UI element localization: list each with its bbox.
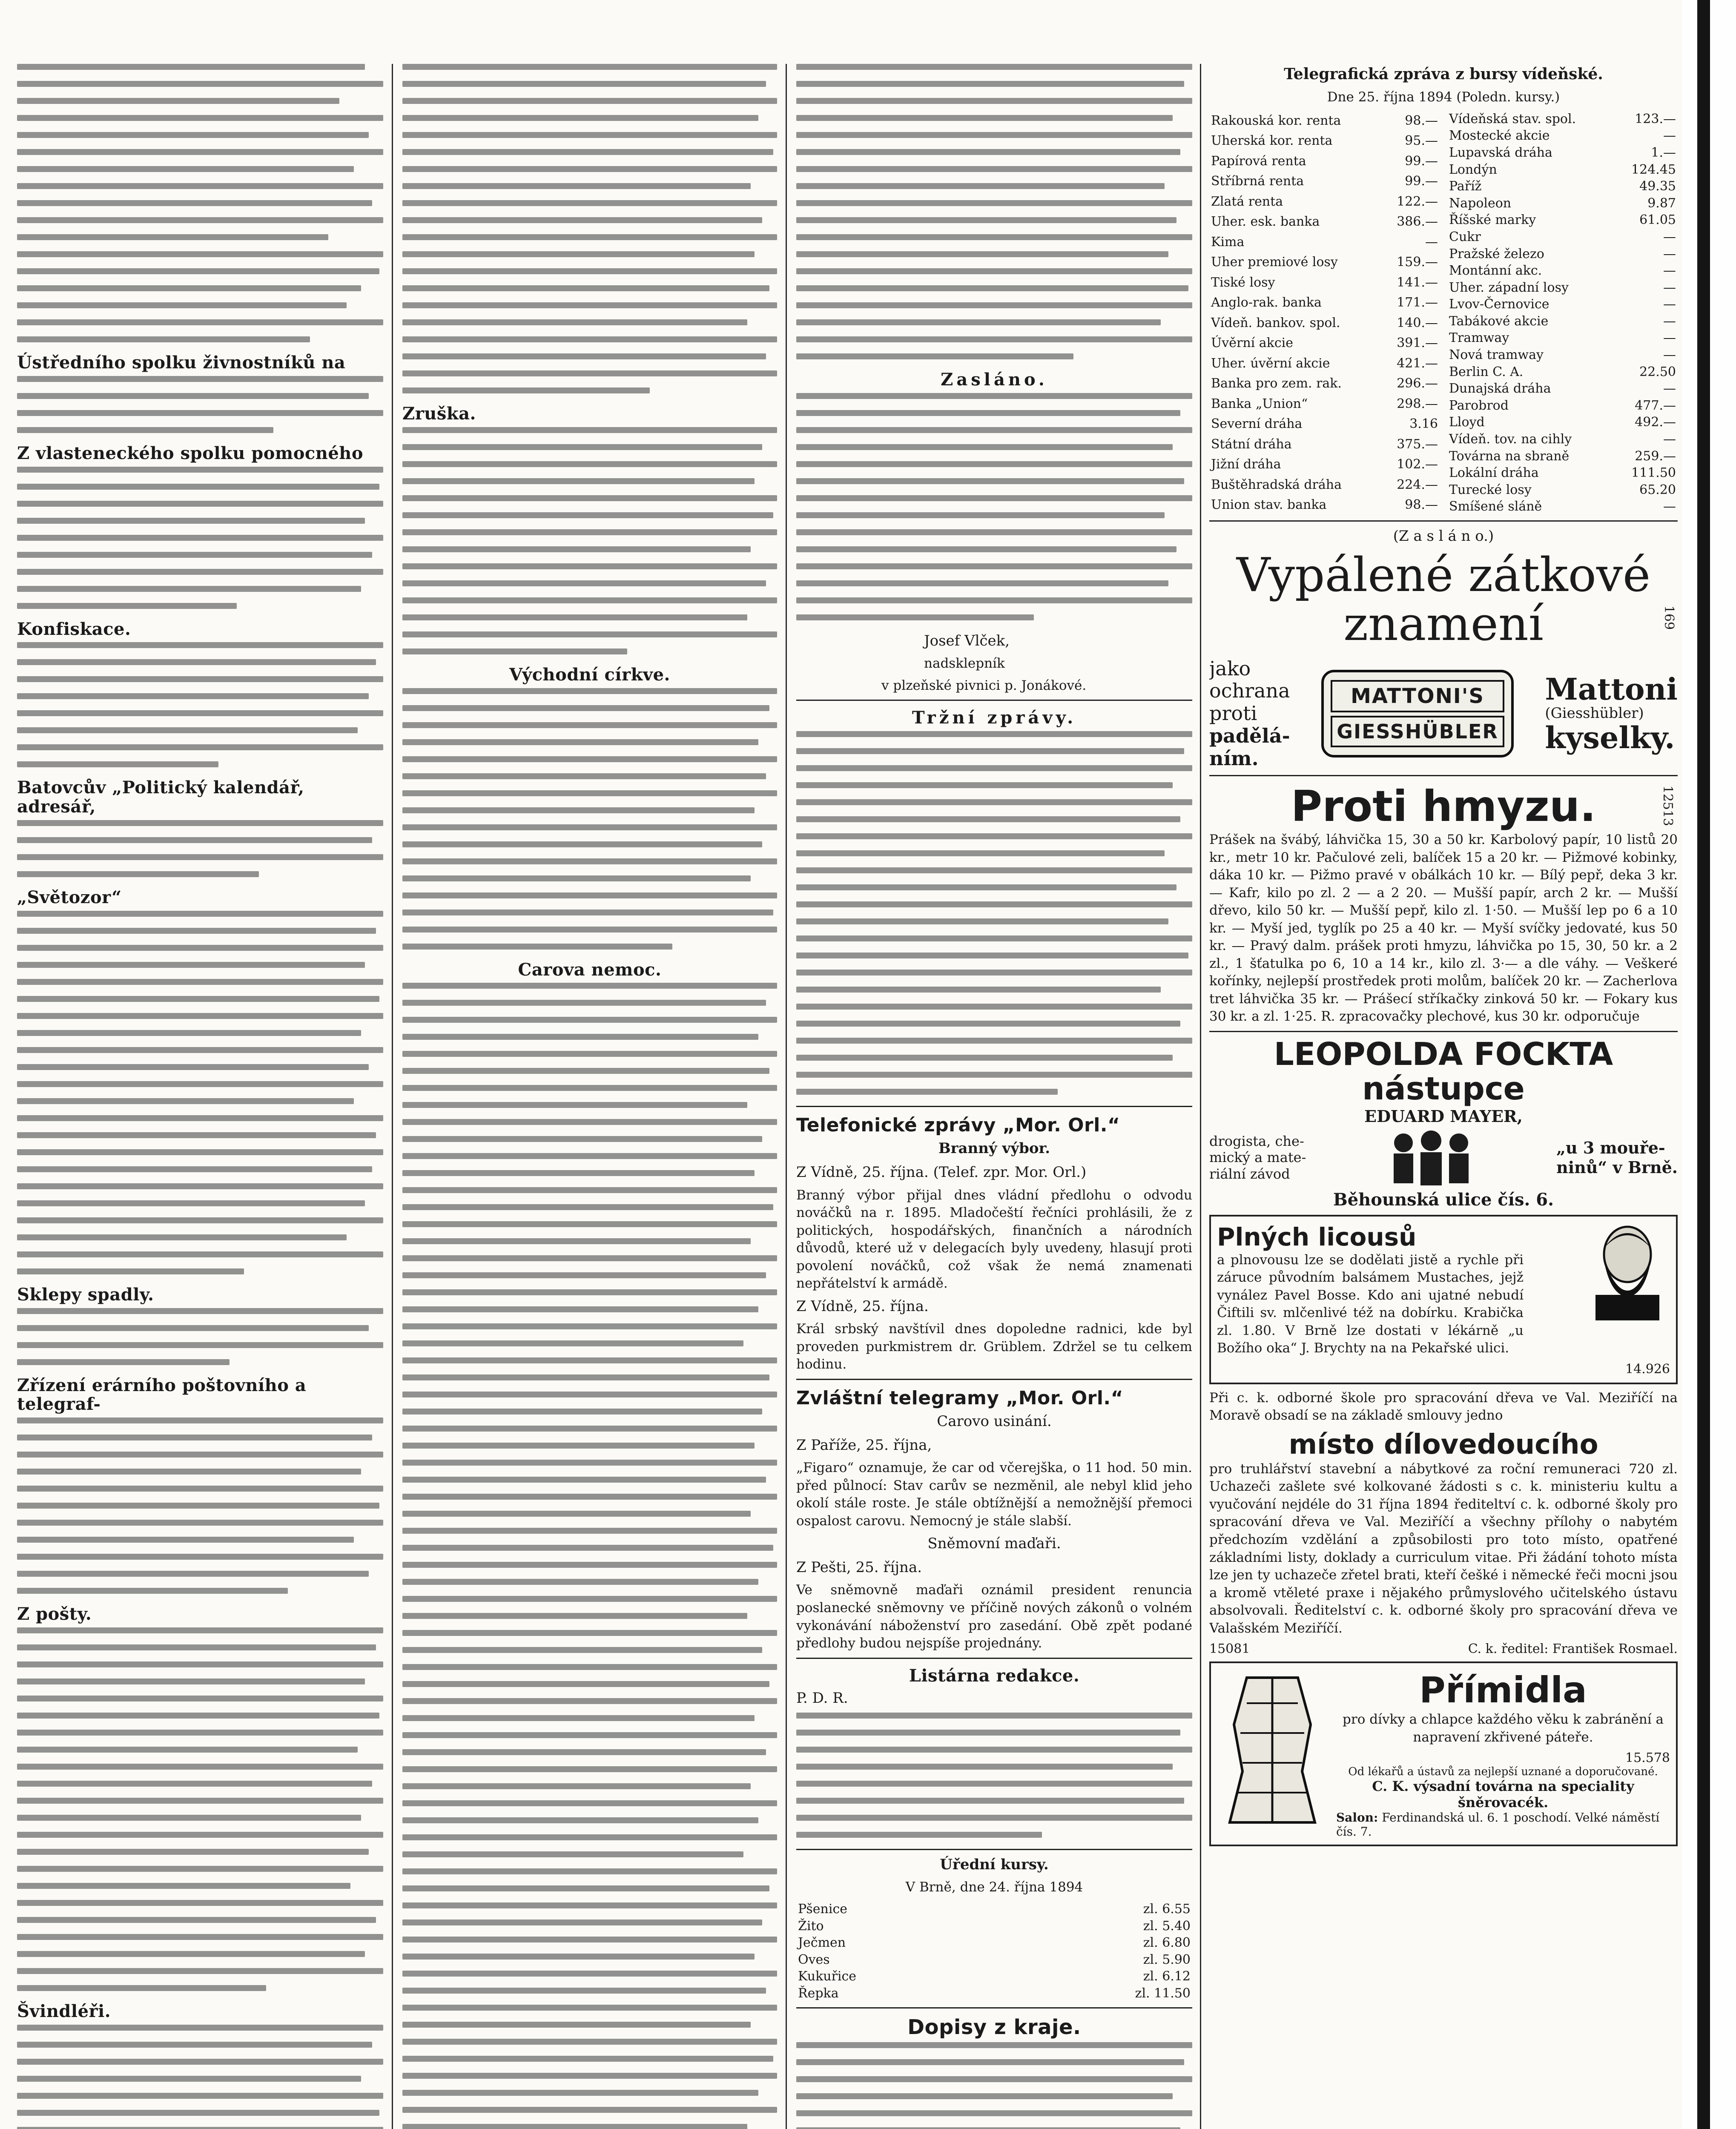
hmyz-title: Proti hmyzu.: [1291, 781, 1596, 832]
table-cell: Vídeňská stav. spol.: [1449, 111, 1576, 126]
table-row: [1447, 431, 1678, 448]
primidla-number: 15.578: [1625, 1750, 1670, 1766]
table-row: [1209, 373, 1440, 394]
table-cell: 3.16: [1409, 416, 1438, 432]
table-cell: Ječmen: [798, 1935, 846, 1951]
misto-footer: [1209, 1641, 1678, 1656]
table-cell: 122.—: [1397, 194, 1438, 209]
primidla-firm: C. K. výsadní továrna na speciality šněrovacék.: [1372, 1778, 1634, 1811]
mattoni-left-line: ním.: [1209, 747, 1259, 770]
mattoni-title-word: znamení: [1343, 597, 1544, 651]
table-cell: —: [1663, 263, 1676, 278]
table-row: [1209, 111, 1440, 131]
table-cell: —: [1425, 234, 1438, 250]
table-cell: zl. 6.12: [1143, 1969, 1191, 1984]
table-cell: 421.—: [1397, 356, 1438, 371]
table-cell: Uher. západní losy: [1449, 280, 1569, 295]
table-row: [1447, 212, 1678, 229]
table-cell: Napoleon: [1449, 195, 1512, 211]
table-row: [1447, 262, 1678, 279]
table-row: [1209, 273, 1440, 293]
article-heading: „Světozor“: [17, 887, 122, 907]
table-row: [1209, 434, 1440, 455]
table-cell: 95.—: [1405, 133, 1438, 149]
table-cell: —: [1663, 297, 1676, 312]
table-row: [1447, 111, 1678, 128]
table-cell: Státní dráha: [1211, 436, 1292, 452]
mattoni-right-line: Mattoni: [1545, 671, 1678, 707]
licousu-text: a plnovousu lze se dodělati jistě a rychle při záruce původním balsámem Mustaches, jejž vynález Pavel Bosse. Kdo ani ujatné nebudí Čiftili sv. mlčenlivé též na dobírku. Krabička zl. 1.80. V Brně lze dostati v lékárně „u Božího oka“ J. Brychty na na Pekařské ulici.: [1217, 1252, 1524, 1356]
column-rule: [1200, 64, 1201, 2129]
table-cell: Kukuřice: [798, 1969, 857, 1984]
table-row: [1447, 178, 1678, 195]
table-cell: zl. 6.55: [1143, 1902, 1191, 1917]
table-cell: Lupavská dráha: [1449, 145, 1552, 160]
mattoni-seal: [1321, 670, 1514, 757]
table-row: [1447, 330, 1678, 347]
table-row: [1209, 414, 1440, 434]
market-table-dateline: V Brně, dne 24. října 1894: [905, 1879, 1083, 1895]
table-cell: 102.—: [1397, 457, 1438, 472]
table-row: [1209, 171, 1440, 192]
table-cell: Anglo-rak. banka: [1211, 295, 1322, 310]
telephone-text: Branný výbor přijal dnes vládní předlohu o odvodu nováčků na r. 1895. Mladočeští řečníci prohlásili, že z politických, hospodářských, finančních a národních důvodů, které už v delegacích byly uvedeny, hlasují proti povolení nováčků, což však že nemá znamenati nepřátelství k armádě.: [796, 1187, 1192, 1291]
telegram-text: Ve sněmovně maďaři oznámil president renuncia poslanecké sněmovny ve příčině nových zákonů o volném vykonávání náboženství pro zasedání. Obě zpět podané předlohy budou nejspíše projednány.: [796, 1582, 1192, 1651]
table-row: [1209, 192, 1440, 212]
telegram-dateline: Z Paříže, 25. října,: [796, 1436, 932, 1454]
table-row: [1209, 495, 1440, 515]
article-heading: Konfiskace.: [17, 619, 131, 639]
table-cell: —: [1663, 313, 1676, 329]
hmyz-text: Prášek na švábý, láhvička 15, 30 a 50 kr. Karbolový papír, 10 listů 20 kr., metr 10 kr. Pačulové zeli, balíček 15 a 20 kr. — Pižmové kobinky, dáka 10 kr. — Pižmo pravé v obálkách 10 kr. — Bílý pepř, deka 3 kr. — Kafr, kilo po zl. 2 — a 2 20. — Mušší papír, arch 2 kr. — Mušší dřevo, kilo 50 kr. — Mušší pepř, kilo zl. 1·50. — Mušší lep po 6 a 10 kr. — Myší jed, tyglík po 25 a 40 kr. — Myší svíčky jedovaté, kus 50 kr. — Pravý dalm. prášek proti hmyzu, láhvička po 15, 30, 50 kr. a 2 zl., 1 šťatulka po 6, 10 a 14 kr., kilo zl. 3·— a dle váhy. — Veškeré kořínky, nejlepší prostředek proti molům, balíček 20 kr. — Zacherlova tret láhvička 35 kr. — Prášecí stříkačky zinková 50 kr. — Fokary kus 30 kr. a zl. 1·25. R. zpracovačky plechové, kus 30 kr. odporučuje: [1209, 832, 1678, 1024]
primidla-small: Od lékařů a ústavů za nejlepší uznané a doporučované.: [1348, 1765, 1658, 1779]
table-cell: Parobrod: [1449, 398, 1509, 413]
article-heading: Batovcův „Politický kalendář, adresář,: [17, 778, 304, 817]
mattoni-title-line1: [1209, 547, 1678, 602]
table-cell: Papírová renta: [1211, 153, 1306, 169]
column-1: [17, 64, 383, 2129]
table-cell: 171.—: [1397, 295, 1438, 310]
table-row: [796, 1951, 1192, 1968]
column-3: [796, 64, 1192, 2129]
leopold-left-line: drogista, che-: [1209, 1133, 1304, 1150]
table-cell: Dunajská dráha: [1449, 381, 1551, 396]
telephone-dateline: Z Vídně, 25. října. (Telef. zpr. Mor. Orl.): [796, 1164, 1087, 1181]
leopold-right-text: [1556, 1138, 1678, 1177]
table-cell: Mostecké akcie: [1449, 128, 1550, 143]
bourse-table: [1209, 111, 1678, 515]
table-cell: Zlatá renta: [1211, 194, 1283, 209]
table-cell: Nová tramway: [1449, 347, 1544, 363]
table-row: [1447, 448, 1678, 465]
bearded-man-portrait-icon: [1585, 1222, 1670, 1320]
table-cell: Rakouská kor. renta: [1211, 113, 1341, 128]
divider: [1209, 1031, 1678, 1032]
table-row: [1209, 232, 1440, 252]
table-cell: zl. 11.50: [1135, 1986, 1191, 2001]
leopold-address: Běhounská ulice čís. 6.: [1333, 1189, 1554, 1210]
table-cell: 65.20: [1639, 482, 1676, 497]
table-cell: Úvěrní akcie: [1211, 336, 1293, 351]
article-heading: Z pošty.: [17, 1604, 92, 1624]
listarna-subheading: P. D. R.: [796, 1690, 848, 1707]
table-cell: Oves: [798, 1952, 830, 1967]
table-row: [1447, 364, 1678, 381]
article-heading: Zruška.: [402, 404, 476, 424]
table-cell: 375.—: [1397, 436, 1438, 452]
bourse-table-right: [1447, 111, 1678, 515]
table-cell: Severní dráha: [1211, 416, 1303, 432]
market-table: [796, 1901, 1192, 2002]
article-heading: Sklepy spadly.: [17, 1284, 154, 1305]
mattoni-left-text: [1209, 657, 1290, 770]
table-cell: 99.—: [1405, 174, 1438, 189]
table-row: [1447, 161, 1678, 178]
leopold-left-line: riální závod: [1209, 1165, 1290, 1182]
page-edge: [1682, 0, 1736, 2129]
table-row: [796, 1901, 1192, 1918]
market-table-title: Úřední kursy.: [940, 1856, 1049, 1873]
leopold-subtitle: EDUARD MAYER,: [1364, 1106, 1523, 1126]
primidla-ad: [1209, 1661, 1678, 1846]
table-cell: Uher premiové losy: [1211, 255, 1338, 270]
table-cell: 492.—: [1635, 415, 1676, 430]
table-cell: Uher. úvěrní akcie: [1211, 356, 1330, 371]
divider: [1209, 775, 1678, 776]
table-cell: Banka „Union“: [1211, 396, 1308, 411]
three-moors-icon: [1384, 1126, 1478, 1190]
table-cell: Pražské železo: [1449, 246, 1544, 261]
table-cell: Továrna na sbraně: [1449, 448, 1570, 464]
table-cell: 124.45: [1631, 162, 1676, 177]
licousu-code: 14.926: [1625, 1361, 1670, 1377]
table-cell: —: [1663, 229, 1676, 244]
table-cell: zl. 5.40: [1143, 1918, 1191, 1934]
table-row: [1447, 229, 1678, 246]
table-cell: 99.—: [1405, 153, 1438, 169]
table-cell: zl. 5.90: [1143, 1952, 1191, 1967]
table-cell: 111.50: [1631, 465, 1676, 481]
mattoni-right-line: (Giesshübler): [1545, 705, 1644, 722]
signature-place: v plzeňské pivnici p. Jonákové.: [881, 677, 1087, 693]
table-cell: Stříbrná renta: [1211, 174, 1304, 189]
misto-intro: Při c. k. odborné škole pro spracování dřeva ve Val. Meziříčí na Moravě obsadí se na základě smlouvy jedno: [1209, 1390, 1678, 1423]
corset-brace-icon: [1217, 1669, 1328, 1831]
telephone-subheading: Branný výbor.: [938, 1140, 1050, 1157]
table-row: [1447, 313, 1678, 330]
table-cell: Montánní akc.: [1449, 263, 1542, 278]
column-rule: [786, 64, 787, 2129]
table-cell: 224.—: [1397, 477, 1438, 492]
table-cell: Paříž: [1449, 179, 1482, 194]
table-cell: 477.—: [1635, 398, 1676, 413]
table-cell: Lvov-Černovice: [1449, 297, 1549, 312]
column-2: [402, 64, 777, 2129]
table-cell: Řepka: [798, 1986, 839, 2001]
table-cell: —: [1663, 499, 1676, 514]
table-cell: Kima: [1211, 234, 1245, 250]
table-row: [796, 1918, 1192, 1935]
section-heading: Dopisy z kraje.: [907, 2015, 1081, 2039]
section-heading: Zasláno.: [941, 370, 1048, 390]
divider: [796, 1658, 1192, 1659]
table-cell: Buštěhradská dráha: [1211, 477, 1342, 492]
telegram-subheading: Carovo usinání.: [937, 1413, 1052, 1430]
table-cell: Vídeň. tov. na cihly: [1449, 432, 1572, 447]
mattoni-title-word: Vypálené: [1236, 547, 1454, 602]
table-row: [1209, 151, 1440, 172]
section-heading: Tržní zprávy.: [912, 708, 1077, 728]
table-row: [1447, 498, 1678, 515]
misto-signature: C. k. ředitel: František Rosmael.: [1468, 1641, 1678, 1657]
section-heading: Telefonické zprávy „Mor. Orl.“: [796, 1114, 1120, 1136]
article-heading: Zřízení erárního poštovního a telegraf-: [17, 1375, 307, 1415]
table-cell: Tabákové akcie: [1449, 313, 1549, 329]
table-cell: 259.—: [1635, 448, 1676, 464]
table-cell: 98.—: [1405, 113, 1438, 128]
table-cell: Lokální dráha: [1449, 465, 1539, 481]
mattoni-right-text: [1545, 673, 1678, 754]
primidla-salon-label: Salon:: [1336, 1811, 1378, 1825]
mattoni-title-word: zátkové: [1468, 547, 1651, 602]
leopold-right-line: „u 3 mouře-: [1556, 1138, 1665, 1158]
mattoni-seal-text: MATTONI'S: [1331, 680, 1504, 712]
hmyz-ad: [1209, 781, 1678, 1026]
primidla-salon: Ferdinandská ul. 6. 1 poschodí. Velké náměstí čís. 7.: [1336, 1811, 1660, 1839]
table-row: [1209, 475, 1440, 495]
divider: [796, 1106, 1192, 1107]
table-cell: 22.50: [1639, 364, 1676, 379]
table-cell: —: [1663, 381, 1676, 396]
table-row: [1209, 313, 1440, 333]
mattoni-ad: [1209, 547, 1678, 770]
licousu-ad: [1209, 1215, 1678, 1384]
table-row: [1447, 144, 1678, 161]
article-heading: Východní církve.: [509, 664, 670, 685]
table-cell: 298.—: [1397, 396, 1438, 411]
leopold-ad: [1209, 1037, 1678, 1210]
table-row: [1447, 296, 1678, 313]
section-heading: Zvláštní telegramy „Mor. Orl.“: [796, 1387, 1124, 1409]
table-row: [1447, 347, 1678, 364]
table-cell: —: [1663, 432, 1676, 447]
zaslano-label: (Z a s l á n o.): [1393, 528, 1494, 545]
table-cell: 386.—: [1397, 214, 1438, 230]
table-cell: —: [1663, 128, 1676, 143]
table-row: [1209, 333, 1440, 353]
mattoni-left-line: jako: [1209, 657, 1251, 680]
table-cell: 296.—: [1397, 376, 1438, 391]
table-cell: Banka pro zem. rak.: [1211, 376, 1342, 391]
table-cell: Lloyd: [1449, 415, 1485, 430]
mattoni-right-line: kyselky.: [1545, 720, 1675, 756]
misto-text: pro truhlářství stavební a nábytkové za roční remuneraci 720 zl. Uchazeči zašlete své kolkované žádosti s c. k. ministeriu kultu a vyučování nejdéle do 31 října 1894 řediteltví c. k. odborné školy pro spracování dřeva ve Val. Meziříčí a všechny přílohy o nabytém předchozím vzdělání a způsobilosti pro toto místo, opatřené základními listy, doklady a curriculum vitae. Při žádání tohoto místa lze jen ty uchazeče zřetel brati, kteří češké i německé řeči mocni jsou a kromě vtěleté praxe i nějakého průmyslového učitelského ústavu absolvovali. Ředitelství c. k. odborné školy pro spracování dřeva ve Valašském Meziříčí.: [1209, 1461, 1678, 1636]
table-cell: Tramway: [1449, 330, 1509, 346]
leopold-left-text: [1209, 1133, 1306, 1182]
table-cell: Uherská kor. renta: [1211, 133, 1333, 149]
table-row: [796, 1968, 1192, 1985]
table-row: [1209, 293, 1440, 313]
article-heading: Z vlasteneckého spolku pomocného: [17, 443, 364, 463]
mattoni-body: [1209, 657, 1678, 770]
table-cell: Turecké losy: [1449, 482, 1532, 497]
divider: [796, 700, 1192, 701]
table-cell: Uher. esk. banka: [1211, 214, 1320, 230]
mattoni-left-line: proti: [1209, 702, 1257, 725]
leopold-left-line: mický a mate-: [1209, 1149, 1306, 1166]
side-number: 169: [1661, 605, 1676, 630]
table-row: [1447, 397, 1678, 414]
table-cell: Vídeň. bankov. spol.: [1211, 315, 1340, 330]
table-cell: —: [1663, 280, 1676, 295]
table-row: [1209, 252, 1440, 273]
table-row: [1447, 380, 1678, 397]
table-cell: 391.—: [1397, 336, 1438, 351]
table-cell: 61.05: [1639, 212, 1676, 228]
table-row: [1209, 394, 1440, 414]
article-heading: Ústředního spolku živnostníků na: [17, 353, 346, 373]
table-cell: Cukr: [1449, 229, 1481, 244]
primidla-salon-row: [1336, 1811, 1670, 1839]
table-cell: —: [1663, 330, 1676, 346]
table-cell: 1.—: [1651, 145, 1676, 160]
mattoni-left-line: padělá-: [1209, 724, 1290, 748]
table-cell: Žito: [798, 1918, 824, 1934]
article-heading: Švindléři.: [17, 2001, 111, 2021]
table-cell: Union stav. banka: [1211, 497, 1327, 513]
table-cell: 159.—: [1397, 255, 1438, 270]
table-row: [1209, 212, 1440, 232]
leopold-body: [1209, 1126, 1678, 1190]
column-4: [1209, 64, 1678, 2129]
table-cell: Jižní dráha: [1211, 457, 1281, 472]
mattoni-seal-text: GIESSHÜBLER: [1331, 716, 1504, 747]
article-heading: Carova nemoc.: [518, 959, 662, 980]
table-row: [1447, 279, 1678, 296]
table-cell: Říšské marky: [1449, 212, 1536, 228]
table-row: [1447, 246, 1678, 263]
divider: [796, 1849, 1192, 1850]
table-cell: zl. 6.80: [1143, 1935, 1191, 1951]
section-heading: Listárna redakce.: [909, 1665, 1080, 1686]
table-cell: 98.—: [1405, 497, 1438, 513]
side-number: 12513: [1660, 785, 1675, 826]
table-cell: 123.—: [1635, 111, 1676, 126]
table-cell: 49.35: [1639, 179, 1676, 194]
table-cell: 140.—: [1397, 315, 1438, 330]
table-cell: Pšenice: [798, 1902, 848, 1917]
telegram-text: „Figaro“ oznamuje, že car od včerejška, o 11 hod. 50 min. před půlnocí: Stav carův se nezměnil, ale nebyl klid jeho okolí stále roste. Je stále obtížnější a nemožnější přemoci ospalost carovu. Nemocný je stále slabší.: [796, 1460, 1192, 1529]
table-cell: Tiské losy: [1211, 275, 1275, 290]
misto-title: místo dílovedoucího: [1288, 1429, 1598, 1460]
table-row: [1447, 465, 1678, 482]
table-row: [1447, 195, 1678, 212]
binding-strip: [1697, 0, 1710, 2129]
table-cell: —: [1663, 347, 1676, 363]
divider: [1209, 520, 1678, 522]
primidla-text: pro dívky a chlapce každého věku k zabránění a napravení zkřivené páteře.: [1343, 1712, 1664, 1745]
signature-title: nadsklepník: [924, 656, 1005, 671]
table-row: [1447, 482, 1678, 499]
divider: [796, 1379, 1192, 1380]
misto-code: 15081: [1209, 1641, 1250, 1657]
table-cell: Smíšené sláně: [1449, 499, 1542, 514]
table-cell: —: [1663, 246, 1676, 261]
bourse-table-left: [1209, 111, 1440, 515]
bourse-title: Telegrafická zpráva z bursy vídeňské.: [1284, 65, 1603, 83]
table-row: [1447, 127, 1678, 144]
table-row: [1447, 414, 1678, 431]
leopold-title: LEOPOLDA FOCKTA nástupce: [1274, 1036, 1613, 1108]
telephone-text: Král srbský navštívil dnes dopoledne radnici, kde byl proveden purkmistrem dr. Grüblem. Zdržel se tu celkem hodinu.: [796, 1321, 1192, 1372]
divider: [796, 2007, 1192, 2008]
table-row: [1209, 353, 1440, 374]
table-cell: Berlin C. A.: [1449, 364, 1524, 379]
primidla-title: Přímidla: [1419, 1669, 1587, 1711]
signature-name: Josef Vlček,: [924, 632, 1010, 649]
telegram-dateline: Z Pešti, 25. října.: [796, 1558, 922, 1576]
leopold-right-line: ninů“ v Brně.: [1556, 1157, 1678, 1177]
table-row: [1209, 454, 1440, 475]
table-row: [796, 1985, 1192, 2002]
telephone-dateline: Z Vídně, 25. října.: [796, 1297, 929, 1315]
telegram-subheading: Sněmovní maďaři.: [927, 1535, 1061, 1552]
table-row: [796, 1934, 1192, 1951]
table-cell: 9.87: [1647, 195, 1676, 211]
licousu-title: Plných licousů: [1217, 1222, 1417, 1251]
mattoni-left-line: ochrana: [1209, 679, 1290, 703]
table-row: [1209, 131, 1440, 151]
table-cell: Londýn: [1449, 162, 1497, 177]
column-rule: [392, 64, 393, 2129]
bourse-date: Dne 25. října 1894 (Poledn. kursy.): [1327, 89, 1560, 105]
table-cell: 141.—: [1397, 275, 1438, 290]
